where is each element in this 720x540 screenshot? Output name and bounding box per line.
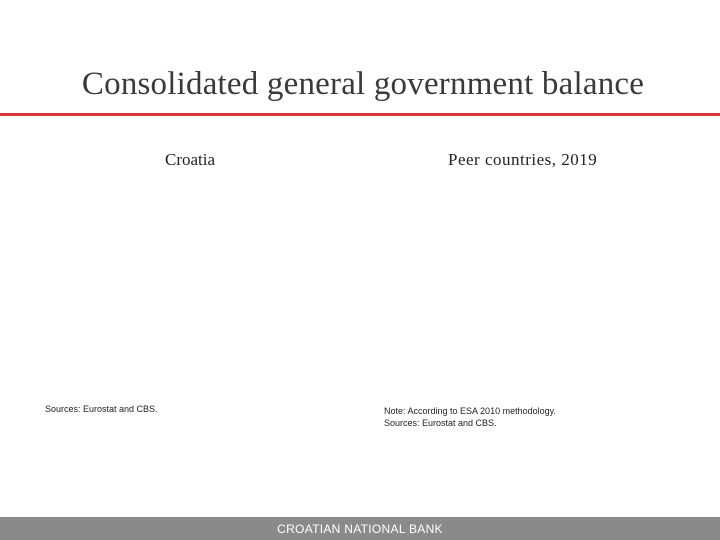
title-divider <box>0 113 720 116</box>
right-methodology-note: Note: According to ESA 2010 methodology. <box>384 406 556 416</box>
footer-bank-name: CROATIAN NATIONAL BANK <box>277 521 443 536</box>
left-sources-note <box>45 403 158 415</box>
left-sources-text: Sources: Eurostat and CBS. <box>45 404 158 414</box>
slide-title: Consolidated general government balance <box>81 66 645 102</box>
right-notes <box>384 405 556 429</box>
panel-title-peer-countries: Peer countries, 2019 <box>448 150 598 169</box>
right-sources-text: Sources: Eurostat and CBS. <box>384 418 497 428</box>
panel-title-croatia: Croatia <box>165 150 216 169</box>
footer-bar <box>0 517 720 540</box>
